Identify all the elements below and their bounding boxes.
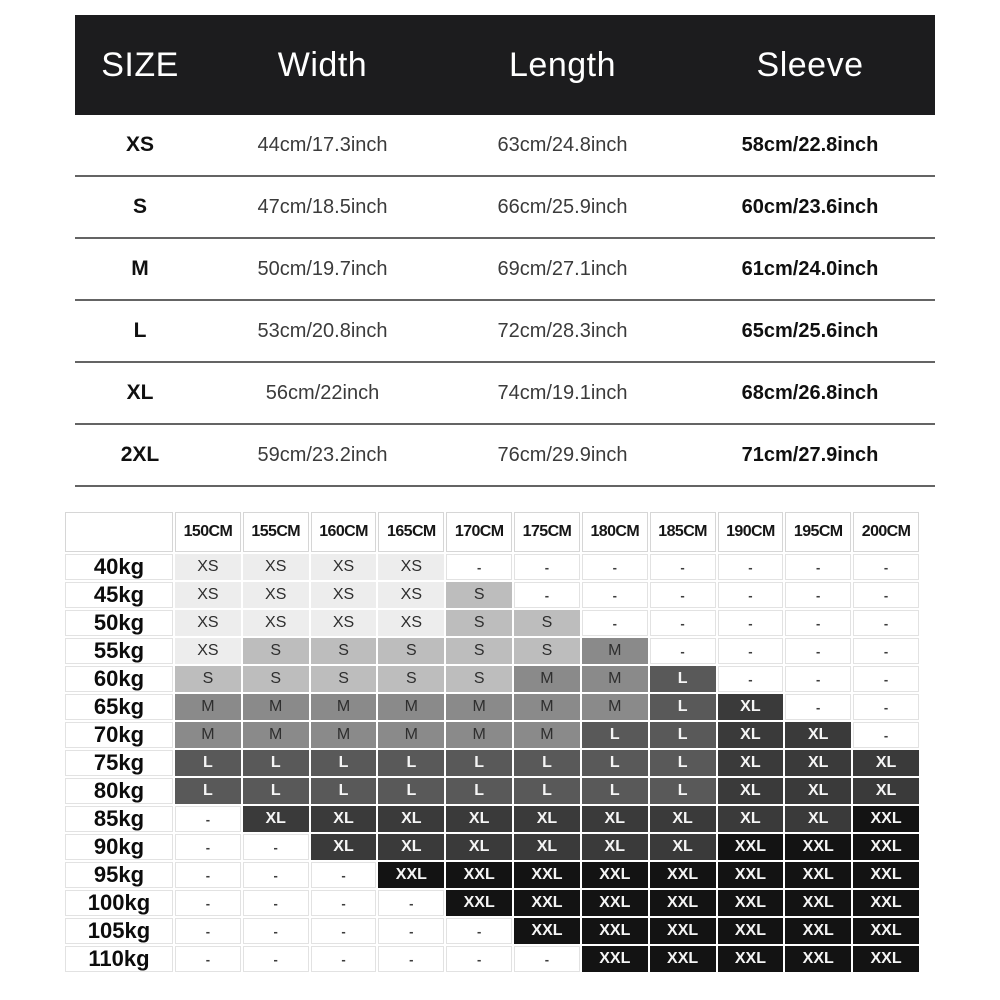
measurements-row: [75, 239, 935, 301]
fit-size-cell: -: [243, 918, 309, 944]
fit-size-cell: XXL: [718, 918, 784, 944]
fit-size-cell: M: [175, 694, 241, 720]
length-value-cell: 72cm/28.3inch: [497, 319, 628, 342]
height-header-cell: 190CM: [718, 512, 784, 552]
fit-size-cell: XL: [718, 750, 784, 776]
fit-chart-header-row: [65, 512, 919, 552]
fit-size-cell: XL: [378, 806, 444, 832]
length-value-cell: 66cm/25.9inch: [497, 195, 628, 218]
fit-size-cell: XS: [311, 610, 377, 636]
fit-size-cell: M: [311, 694, 377, 720]
fit-size-cell: XXL: [718, 946, 784, 972]
fit-size-cell: XXL: [514, 890, 580, 916]
fit-size-cell: S: [243, 666, 309, 692]
fit-size-cell: -: [785, 638, 851, 664]
fit-size-cell: L: [243, 778, 309, 804]
fit-size-cell: XL: [718, 778, 784, 804]
fit-size-cell: XL: [514, 806, 580, 832]
fit-size-cell: -: [582, 582, 648, 608]
weight-label-cell: 100kg: [65, 890, 173, 916]
fit-size-cell: S: [514, 610, 580, 636]
fit-size-cell: L: [378, 750, 444, 776]
fit-size-cell: -: [853, 554, 919, 580]
sleeve-value-cell: 65cm/25.6inch: [741, 319, 879, 342]
fit-size-cell: -: [650, 638, 716, 664]
size-label-cell: 2XL: [120, 443, 160, 466]
sleeve-value-cell: 61cm/24.0inch: [741, 257, 879, 280]
fit-size-cell: XXL: [853, 918, 919, 944]
fit-size-cell: L: [582, 778, 648, 804]
fit-chart-row: [65, 582, 919, 608]
fit-size-cell: XS: [378, 554, 444, 580]
fit-size-cell: -: [311, 890, 377, 916]
fit-size-cell: -: [175, 918, 241, 944]
length-value-cell: 69cm/27.1inch: [497, 257, 628, 280]
measurements-row: [75, 115, 935, 177]
fit-size-cell: XXL: [718, 834, 784, 860]
fit-size-cell: -: [446, 554, 512, 580]
fit-size-cell: XXL: [853, 862, 919, 888]
measurements-rows: [75, 115, 935, 487]
fit-size-cell: XL: [582, 806, 648, 832]
fit-size-cell: L: [243, 750, 309, 776]
fit-size-cell: S: [243, 638, 309, 664]
fit-size-cell: -: [853, 722, 919, 748]
fit-size-cell: XL: [785, 778, 851, 804]
fit-size-cell: XXL: [853, 806, 919, 832]
fit-size-cell: M: [514, 722, 580, 748]
fit-size-cell: L: [650, 722, 716, 748]
fit-size-cell: -: [718, 554, 784, 580]
measurements-row: [75, 363, 935, 425]
fit-size-cell: XL: [718, 722, 784, 748]
fit-size-cell: XXL: [718, 862, 784, 888]
fit-size-cell: -: [175, 862, 241, 888]
fit-size-cell: -: [243, 834, 309, 860]
fit-size-cell: XXL: [378, 862, 444, 888]
fit-size-cell: L: [650, 778, 716, 804]
size-label-cell: XL: [126, 381, 154, 404]
fit-size-cell: -: [853, 638, 919, 664]
fit-size-cell: XXL: [650, 890, 716, 916]
fit-chart-row: [65, 778, 919, 804]
fit-size-cell: -: [785, 554, 851, 580]
fit-size-cell: M: [446, 722, 512, 748]
fit-size-cell: XXL: [514, 918, 580, 944]
fit-size-cell: M: [175, 722, 241, 748]
fit-size-cell: S: [446, 666, 512, 692]
weight-label-cell: 85kg: [65, 806, 173, 832]
weight-label-cell: 80kg: [65, 778, 173, 804]
fit-size-cell: -: [243, 862, 309, 888]
fit-chart-row: [65, 946, 919, 972]
size-label-cell: M: [131, 257, 149, 280]
fit-size-cell: -: [650, 554, 716, 580]
weight-label-cell: 70kg: [65, 722, 173, 748]
fit-chart-row: [65, 834, 919, 860]
fit-size-cell: XXL: [785, 890, 851, 916]
fit-size-cell: L: [446, 750, 512, 776]
height-header-cell: 195CM: [785, 512, 851, 552]
height-header-cell: 150CM: [175, 512, 241, 552]
fit-size-cell: -: [446, 946, 512, 972]
fit-size-cell: -: [853, 666, 919, 692]
fit-size-cell: XL: [446, 806, 512, 832]
fit-size-cell: -: [243, 946, 309, 972]
fit-chart-corner-cell: [65, 512, 173, 552]
measurements-row: [75, 425, 935, 487]
weight-label-cell: 55kg: [65, 638, 173, 664]
size-label-cell: L: [133, 319, 147, 342]
fit-size-cell: XL: [785, 806, 851, 832]
fit-size-cell: XXL: [446, 890, 512, 916]
fit-size-cell: S: [175, 666, 241, 692]
fit-size-cell: XL: [311, 806, 377, 832]
weight-label-cell: 40kg: [65, 554, 173, 580]
height-header-cell: 175CM: [514, 512, 580, 552]
fit-size-cell: S: [514, 638, 580, 664]
fit-size-cell: XL: [582, 834, 648, 860]
fit-size-cell: -: [718, 610, 784, 636]
fit-size-cell: XXL: [785, 834, 851, 860]
weight-label-cell: 110kg: [65, 946, 173, 972]
weight-label-cell: 45kg: [65, 582, 173, 608]
fit-size-cell: M: [582, 666, 648, 692]
sleeve-value-cell: 58cm/22.8inch: [741, 133, 879, 156]
fit-size-cell: L: [311, 778, 377, 804]
sleeve-value-cell: 71cm/27.9inch: [741, 443, 879, 466]
fit-size-cell: -: [175, 834, 241, 860]
fit-size-cell: -: [378, 946, 444, 972]
fit-size-cell: XS: [311, 582, 377, 608]
fit-chart-row: [65, 862, 919, 888]
fit-size-cell: -: [378, 918, 444, 944]
fit-size-cell: XXL: [718, 890, 784, 916]
measurements-header-bar: [75, 15, 935, 115]
fit-size-cell: XXL: [785, 946, 851, 972]
fit-size-cell: L: [514, 778, 580, 804]
fit-size-cell: XS: [378, 582, 444, 608]
fit-size-cell: -: [175, 946, 241, 972]
fit-size-cell: -: [650, 610, 716, 636]
fit-size-cell: XXL: [582, 862, 648, 888]
sleeve-value-cell: 68cm/26.8inch: [741, 381, 879, 404]
fit-chart-row: [65, 750, 919, 776]
fit-size-cell: -: [175, 890, 241, 916]
fit-size-cell: XL: [378, 834, 444, 860]
fit-size-cell: S: [378, 666, 444, 692]
fit-size-cell: XXL: [853, 946, 919, 972]
weight-label-cell: 95kg: [65, 862, 173, 888]
fit-chart-row: [65, 554, 919, 580]
fit-size-cell: -: [378, 890, 444, 916]
weight-label-cell: 60kg: [65, 666, 173, 692]
length-value-cell: 74cm/19.1inch: [497, 381, 628, 404]
fit-size-cell: XXL: [853, 834, 919, 860]
height-header-cell: 165CM: [378, 512, 444, 552]
fit-size-cell: XXL: [650, 946, 716, 972]
fit-size-cell: M: [446, 694, 512, 720]
fit-size-cell: S: [311, 666, 377, 692]
fit-size-cell: L: [582, 750, 648, 776]
fit-size-cell: S: [311, 638, 377, 664]
size-label-cell: XS: [125, 133, 154, 156]
fit-size-cell: L: [514, 750, 580, 776]
fit-size-cell: XS: [243, 582, 309, 608]
header-width: Width: [277, 45, 368, 84]
fit-size-cell: M: [514, 666, 580, 692]
height-header-cell: 160CM: [311, 512, 377, 552]
height-header-cell: 200CM: [853, 512, 919, 552]
weight-label-cell: 65kg: [65, 694, 173, 720]
fit-size-cell: XXL: [650, 862, 716, 888]
fit-size-cell: -: [853, 582, 919, 608]
fit-size-cell: M: [378, 694, 444, 720]
fit-size-cell: M: [514, 694, 580, 720]
fit-size-cell: XXL: [514, 862, 580, 888]
fit-chart: [63, 510, 921, 974]
fit-size-cell: M: [582, 638, 648, 664]
fit-chart-table: [63, 510, 921, 974]
fit-size-cell: -: [311, 862, 377, 888]
fit-size-cell: XL: [446, 834, 512, 860]
header-length: Length: [509, 45, 616, 84]
measurements-table: [75, 15, 935, 487]
fit-size-cell: S: [378, 638, 444, 664]
fit-size-cell: M: [378, 722, 444, 748]
fit-size-cell: XXL: [446, 862, 512, 888]
height-header-cell: 185CM: [650, 512, 716, 552]
fit-chart-row: [65, 890, 919, 916]
fit-size-cell: XXL: [650, 918, 716, 944]
fit-size-cell: XS: [175, 610, 241, 636]
measurements-row: [75, 177, 935, 239]
width-value-cell: 53cm/20.8inch: [257, 319, 388, 342]
fit-size-cell: XL: [650, 806, 716, 832]
fit-chart-row: [65, 722, 919, 748]
fit-size-cell: L: [446, 778, 512, 804]
width-value-cell: 50cm/19.7inch: [257, 257, 388, 280]
fit-chart-row: [65, 666, 919, 692]
fit-size-cell: -: [582, 610, 648, 636]
fit-size-cell: XL: [650, 834, 716, 860]
height-header-cell: 180CM: [582, 512, 648, 552]
fit-size-cell: -: [311, 918, 377, 944]
fit-size-cell: L: [650, 694, 716, 720]
width-value-cell: 56cm/22inch: [265, 381, 380, 404]
length-value-cell: 76cm/29.9inch: [497, 443, 628, 466]
width-value-cell: 44cm/17.3inch: [257, 133, 388, 156]
fit-size-cell: XS: [175, 582, 241, 608]
fit-size-cell: L: [378, 778, 444, 804]
fit-size-cell: XL: [718, 806, 784, 832]
fit-size-cell: -: [785, 694, 851, 720]
fit-size-cell: XXL: [582, 946, 648, 972]
fit-size-cell: S: [446, 582, 512, 608]
fit-size-cell: XS: [378, 610, 444, 636]
fit-size-cell: M: [243, 694, 309, 720]
fit-size-cell: XS: [175, 638, 241, 664]
size-label-cell: S: [132, 195, 147, 218]
height-header-cell: 170CM: [446, 512, 512, 552]
width-value-cell: 59cm/23.2inch: [257, 443, 388, 466]
fit-size-cell: L: [175, 750, 241, 776]
fit-size-cell: -: [175, 806, 241, 832]
measurements-row: [75, 301, 935, 363]
height-header-cell: 155CM: [243, 512, 309, 552]
fit-size-cell: M: [243, 722, 309, 748]
fit-size-cell: XS: [311, 554, 377, 580]
fit-chart-row: [65, 694, 919, 720]
fit-size-cell: XL: [514, 834, 580, 860]
fit-size-cell: L: [650, 750, 716, 776]
fit-size-cell: -: [853, 610, 919, 636]
fit-size-cell: M: [582, 694, 648, 720]
fit-size-cell: XL: [718, 694, 784, 720]
fit-size-cell: S: [446, 610, 512, 636]
fit-size-cell: XS: [243, 554, 309, 580]
fit-size-cell: XL: [853, 750, 919, 776]
width-value-cell: 47cm/18.5inch: [257, 195, 388, 218]
weight-label-cell: 105kg: [65, 918, 173, 944]
fit-size-cell: -: [853, 694, 919, 720]
sleeve-value-cell: 60cm/23.6inch: [741, 195, 879, 218]
fit-size-cell: -: [514, 582, 580, 608]
fit-size-cell: XL: [785, 750, 851, 776]
fit-size-cell: XS: [243, 610, 309, 636]
fit-size-cell: -: [785, 582, 851, 608]
fit-size-cell: XS: [175, 554, 241, 580]
fit-size-cell: XXL: [582, 918, 648, 944]
fit-size-cell: XL: [311, 834, 377, 860]
fit-size-cell: S: [446, 638, 512, 664]
fit-size-cell: XXL: [582, 890, 648, 916]
fit-size-cell: -: [514, 946, 580, 972]
fit-size-cell: -: [582, 554, 648, 580]
fit-size-cell: XL: [243, 806, 309, 832]
fit-size-cell: XXL: [785, 918, 851, 944]
fit-size-cell: XXL: [853, 890, 919, 916]
fit-size-cell: -: [785, 666, 851, 692]
fit-size-cell: L: [582, 722, 648, 748]
fit-size-cell: -: [650, 582, 716, 608]
fit-size-cell: -: [311, 946, 377, 972]
fit-size-cell: L: [650, 666, 716, 692]
fit-size-cell: L: [175, 778, 241, 804]
fit-chart-row: [65, 806, 919, 832]
fit-size-cell: XXL: [785, 862, 851, 888]
fit-size-cell: M: [311, 722, 377, 748]
fit-size-cell: -: [243, 890, 309, 916]
fit-size-cell: -: [785, 610, 851, 636]
fit-size-cell: -: [718, 666, 784, 692]
fit-chart-row: [65, 918, 919, 944]
weight-label-cell: 75kg: [65, 750, 173, 776]
fit-size-cell: XL: [853, 778, 919, 804]
fit-size-cell: -: [446, 918, 512, 944]
weight-label-cell: 50kg: [65, 610, 173, 636]
header-size: SIZE: [101, 45, 179, 84]
fit-size-cell: -: [718, 638, 784, 664]
length-value-cell: 63cm/24.8inch: [497, 133, 628, 156]
fit-size-cell: -: [514, 554, 580, 580]
fit-size-cell: L: [311, 750, 377, 776]
fit-size-cell: -: [718, 582, 784, 608]
fit-size-cell: XL: [785, 722, 851, 748]
fit-chart-row: [65, 638, 919, 664]
weight-label-cell: 90kg: [65, 834, 173, 860]
fit-chart-row: [65, 610, 919, 636]
header-sleeve: Sleeve: [756, 45, 864, 84]
